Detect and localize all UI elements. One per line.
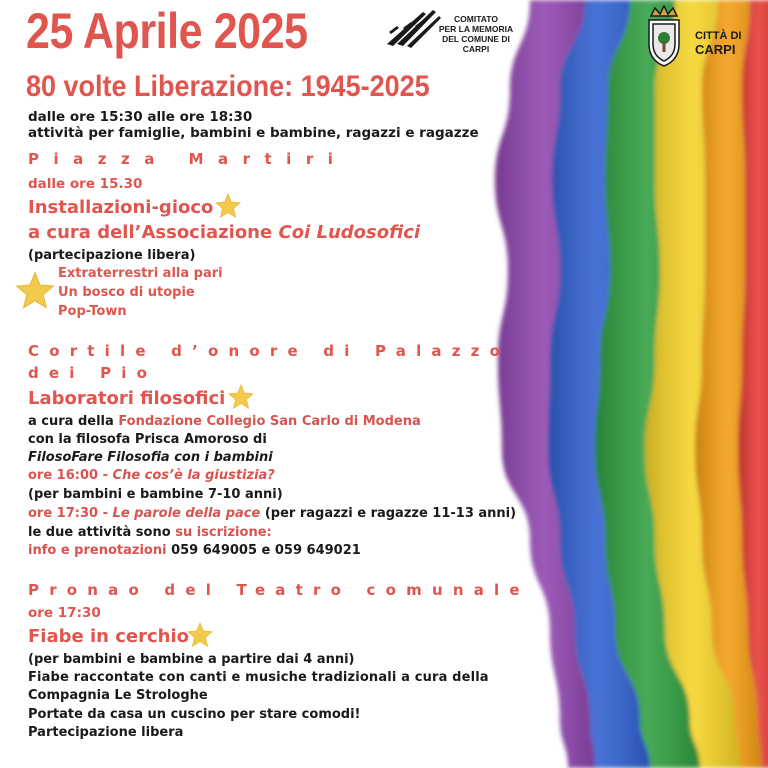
committee-line1: COMITATO — [454, 14, 498, 24]
page-title: 25 Aprile 2025 — [26, 3, 308, 59]
section1-item: Extraterrestri alla pari — [58, 266, 223, 281]
section1-time: dalle ore 15.30 — [28, 176, 143, 192]
page-subtitle: 80 volte Liberazione: 1945-2025 — [26, 70, 430, 103]
section3-desc: Fiabe raccontate con canti e musiche tradizionali a cura della — [28, 670, 489, 685]
city-of-carpi-logo — [643, 4, 768, 68]
section2-curated-prefix: a cura della — [28, 414, 114, 429]
section1-venue: Piazza Martiri — [28, 150, 348, 168]
section1-curated — [28, 222, 420, 243]
star-icon — [14, 270, 56, 312]
section2-info-label: info e prenotazioni — [28, 543, 167, 558]
section2-philosopher: con la filosofa Prisca Amoroso di — [28, 432, 267, 447]
section3-heading: Fiabe in cerchio — [28, 626, 189, 647]
section2-slot1 — [28, 468, 275, 483]
section2-curated — [28, 414, 421, 429]
section2-heading: Laboratori filosofici — [28, 388, 226, 409]
intro-hours: dalle ore 15:30 alle ore 18:30 — [28, 109, 253, 125]
section1-note: (partecipazione libera) — [28, 248, 196, 263]
section1-item: Un bosco di utopie — [58, 285, 195, 300]
section3-audience: (per bambini e bambine a partire dai 4 anni) — [28, 652, 355, 667]
section1-curated-prefix: a cura dell’Associazione — [28, 222, 273, 243]
section3-cushion: Portate da casa un cuscino per stare comodi! — [28, 707, 361, 722]
city-logo-line2: CARPI — [695, 42, 736, 57]
rainbow-flag-illustration — [490, 0, 768, 768]
committee-line3: DEL COMUNE DI CARPI — [442, 34, 510, 54]
section2-venue-line2: dei Pio — [28, 364, 158, 382]
city-logo-line1: CITTÀ DI — [695, 30, 742, 42]
section2-registration-label: su iscrizione: — [175, 525, 272, 540]
section3-venue: Pronao del Teatro comunale — [28, 581, 530, 599]
committee-line2: PER LA MEMORIA — [438, 24, 514, 34]
star-icon — [185, 621, 215, 649]
section2-registration — [28, 525, 272, 540]
section2-slot2 — [28, 506, 516, 521]
section2-slot2-audience: (per ragazzi e ragazze 11-13 anni) — [264, 506, 517, 521]
star-icon — [213, 192, 243, 220]
section2-curated-by: Fondazione Collegio San Carlo di Modena — [118, 414, 421, 429]
city-crest-icon — [643, 4, 685, 68]
section2-slot2-time: ore 17:30 - — [28, 506, 108, 521]
section2-slot2-title: Le parole della pace — [112, 506, 261, 521]
section3-time: ore 17:30 — [28, 605, 101, 621]
section1-heading: Installazioni-gioco — [28, 197, 214, 218]
section2-venue-line1: Cortile d’onore di Palazzo — [28, 342, 511, 360]
section2-slot1-time: ore 16:00 - — [28, 468, 108, 483]
section3-free: Partecipazione libera — [28, 725, 184, 740]
section2-slot1-title: Che cos’è la giustizia? — [112, 468, 275, 483]
section3-company: Compagnia Le Strologhe — [28, 688, 208, 703]
star-icon — [226, 383, 256, 411]
section2-project: FilosoFare Filosofia con i bambini — [28, 450, 273, 465]
intro-audience: attività per famiglie, bambini e bambine, ragazzi e ragazze — [28, 125, 479, 141]
section1-curated-by: Coi Ludosofici — [278, 222, 421, 243]
section2-slot1-audience: (per bambini e bambine 7-10 anni) — [28, 487, 283, 502]
section1-item: Pop-Town — [58, 304, 127, 319]
section2-registration-prefix: le due attività sono — [28, 525, 171, 540]
section2-phones: 059 649005 e 059 649021 — [171, 543, 361, 558]
section2-info — [28, 543, 361, 558]
